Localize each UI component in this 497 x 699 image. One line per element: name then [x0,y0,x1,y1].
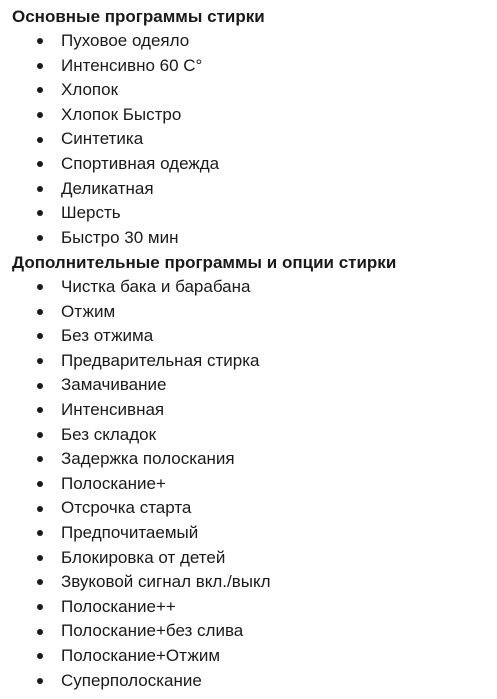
list-item-label: Отжим [61,301,116,321]
section-heading-main-programs: Основные программы стирки [12,7,265,26]
list-item-label: Без складок [61,424,157,444]
list-item-label: Предпочитаемый [61,522,199,542]
bullet-icon [37,530,43,536]
list-item-label: Хлопок [61,80,119,100]
list-item-label: Спортивная одежда [61,153,220,173]
list-item-label: Полоскание+ [61,473,166,493]
list-item-label: Интенсивно 60 С° [61,55,203,75]
list-item-label: Быстро 30 мин [61,227,179,247]
bullet-icon [37,333,43,339]
bullet-icon [37,383,43,389]
list-item-label: Шерсть [61,203,121,223]
bullet-icon [37,604,43,610]
list-item-label: Звуковой сигнал вкл./выкл [61,572,271,592]
bullet-icon [37,186,43,192]
list-item-label: Без отжима [61,326,154,346]
bullet-icon [37,653,43,659]
bullet-icon [37,456,43,462]
bullet-icon [37,284,43,290]
bullet-icon [37,137,43,143]
section-heading-extra-programs: Дополнительные программы и опции стирки [12,253,397,272]
list-item-label: Блокировка от детей [61,547,226,567]
list-item-label: Синтетика [61,129,144,149]
bullet-icon [37,38,43,44]
bullet-icon [37,112,43,118]
list-item-label: Чистка бака и барабана [61,277,251,296]
list-item-label: Задержка полоскания [61,449,235,469]
bullet-icon [37,579,43,585]
bullet-icon [37,63,43,69]
bullet-icon [37,432,43,438]
bullet-icon [37,309,43,315]
bullet-icon [37,629,43,635]
list-item-label: Суперполоскание [61,670,202,690]
bullet-icon [37,210,43,216]
bullet-icon [37,161,43,167]
bullet-icon [37,87,43,93]
list-item-label: Замачивание [61,375,167,395]
list-item-label: Полоскание+Отжим [61,645,221,665]
bullet-icon [37,555,43,561]
list-item-label: Отсрочка старта [61,498,192,518]
list-item-label: Интенсивная [61,399,165,419]
bullet-icon [37,358,43,364]
list-item-label: Полоскание++ [61,596,176,616]
list-item-label: Предварительная стирка [61,350,260,370]
list-item-label: Деликатная [61,178,154,198]
list-item-label: Пуховое одеяло [61,31,190,50]
list-item-label: Хлопок Быстро [61,104,182,124]
bullet-icon [37,481,43,487]
bullet-icon [37,506,43,512]
bullet-icon [37,678,43,684]
bullet-icon [37,407,43,413]
bullet-icon [37,235,43,241]
list-item-label: Полоскание+без слива [61,621,244,641]
